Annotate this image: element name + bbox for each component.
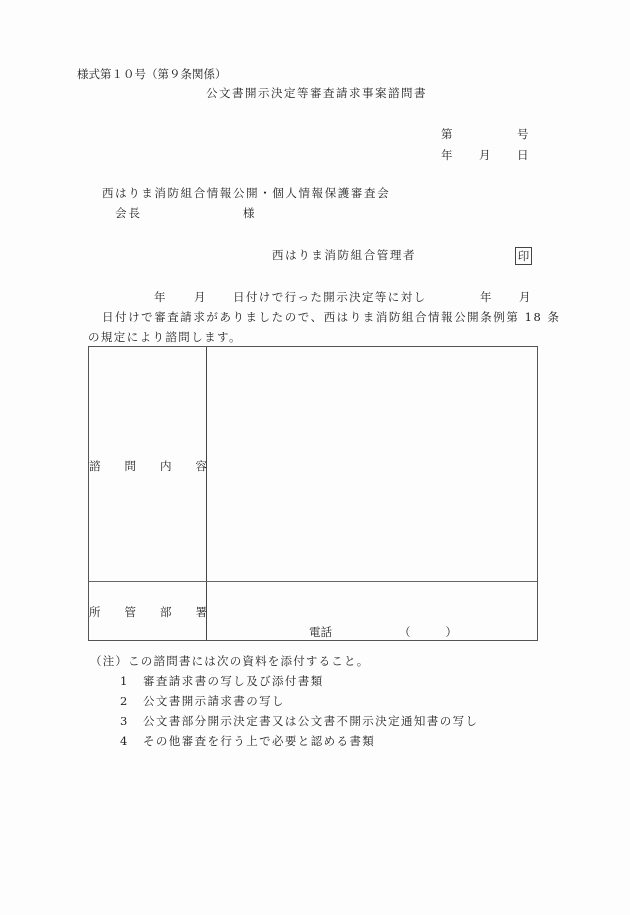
body-line1-text: 日付けで行った開示決定等に対し — [233, 290, 427, 304]
body-year: 年 — [154, 290, 166, 304]
phone-label: 電話 — [309, 625, 332, 639]
seal-stamp: 印 — [515, 247, 532, 265]
note-3-text: 公文書部分開示決定書又は公文書不開示決定通知書の写し — [143, 714, 479, 728]
note-3-num: 3 — [120, 714, 128, 728]
phone-paren: （ ） — [399, 625, 461, 639]
date-year: 年 — [441, 148, 453, 162]
inquiry-content-field[interactable] — [208, 347, 537, 580]
notes-heading: （注）この諮問書には次の資料を添付すること。 — [90, 654, 370, 668]
note-1-text: 審査請求書の写し及び添付書類 — [143, 674, 324, 688]
document-title: 公文書開示決定等審査請求事案諮問書 — [206, 86, 427, 100]
body-year2: 年 — [480, 290, 492, 304]
row-divider — [89, 581, 537, 582]
date-month: 月 — [479, 148, 491, 162]
body-month2: 月 — [519, 290, 531, 304]
sender-name: 西はりま消防組合管理者 — [272, 248, 417, 262]
body-month: 月 — [194, 290, 206, 304]
note-2-text: 公文書開示請求書の写し — [143, 694, 285, 708]
reference-number-suffix: 号 — [517, 127, 529, 141]
inquiry-content-label: 諮 問 内 容 — [89, 459, 207, 473]
form-number: 様式第１０号（第９条関係） — [77, 67, 227, 81]
body-line2: 日付けで審査請求がありましたので、西はりま消防組合情報公開条例第 18 条 — [102, 310, 561, 324]
addressee-title: 会長 — [115, 206, 142, 220]
date-day: 日 — [517, 148, 529, 162]
note-1-num: 1 — [120, 674, 128, 688]
note-2-num: 2 — [120, 694, 128, 708]
reference-number-prefix: 第 — [441, 127, 453, 141]
note-4-num: 4 — [120, 734, 128, 748]
addressee-honorific: 様 — [243, 206, 255, 220]
inquiry-table — [88, 346, 538, 641]
addressee-organization: 西はりま消防組合情報公開・個人情報保護審査会 — [102, 186, 391, 200]
body-line3: の規定により諮問します。 — [88, 330, 242, 344]
department-label: 所 管 部 署 — [89, 605, 207, 619]
note-4-text: その他審査を行う上で必要と認める書類 — [143, 734, 376, 748]
column-divider — [206, 347, 207, 640]
department-field[interactable] — [208, 583, 537, 640]
